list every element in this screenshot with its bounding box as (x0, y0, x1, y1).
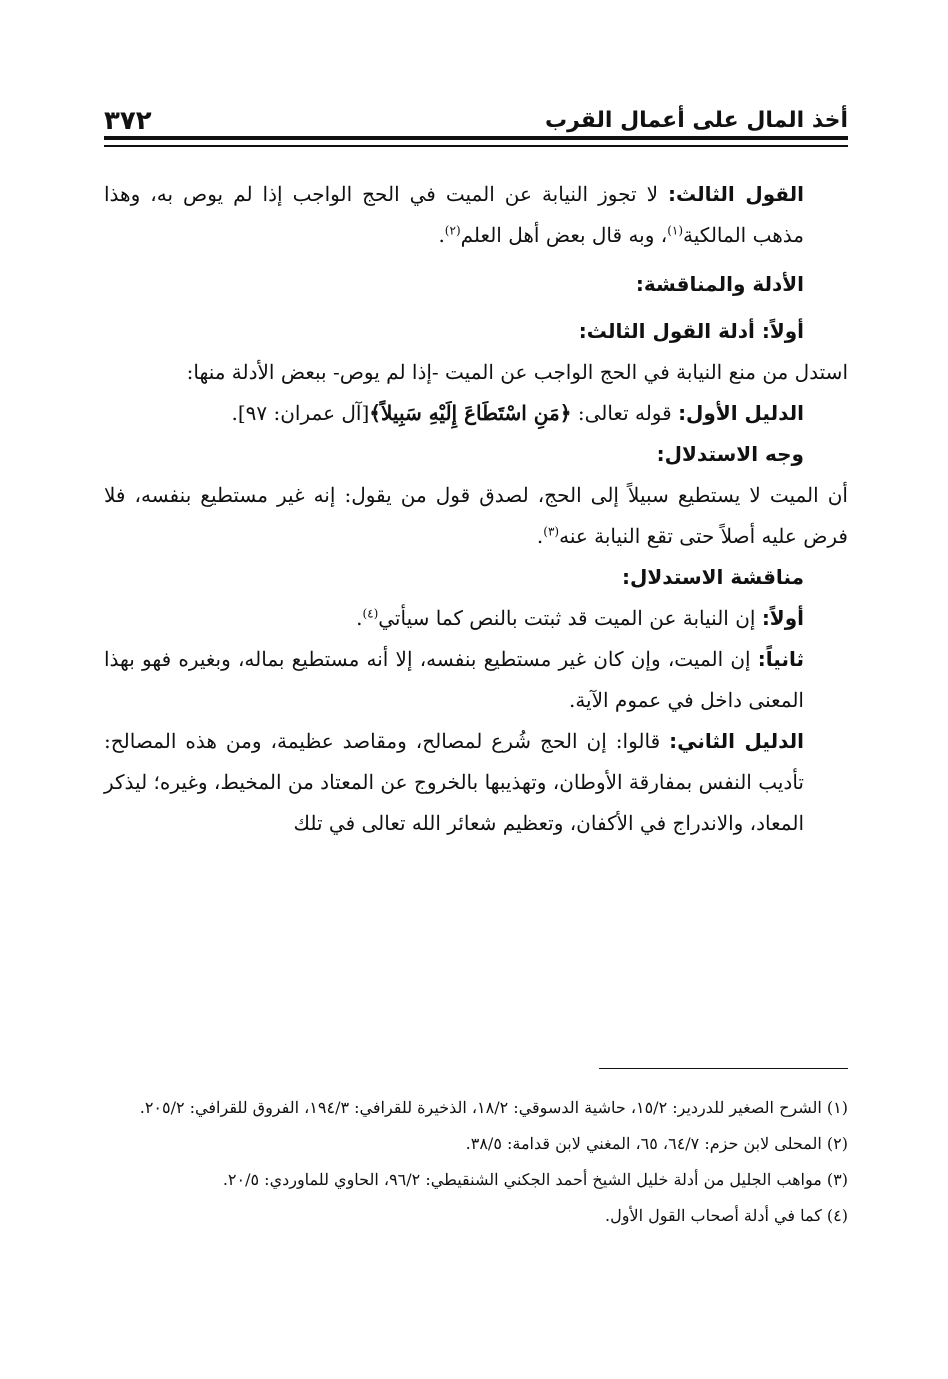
first-reply-label: أولاً: (761, 606, 804, 630)
main-text (104, 174, 848, 844)
wajh-text: أن الميت لا يستطيع سبيلاً إلى الحج، لصدق قول من يقول: إنه غير مستطيع بنفسه، فلا فرض عليه أصلاً حتى تقع النيابة عنه (104, 483, 848, 548)
quran-verse: ﴿مَنِ اسْتَطَاعَ إِلَيْهِ سَبِيلاً﴾ (369, 401, 572, 425)
first-reply-text: إن النيابة عن الميت قد ثبتت بالنص كما سيأتي (378, 606, 762, 630)
page-header (104, 92, 848, 136)
wajh-end: . (536, 524, 544, 548)
footnote-2: (٢) المحلى لابن حزم: ٦٤/٧، ٦٥، المغني لابن قدامة: ٣٨/٥. (465, 1134, 848, 1153)
munaqasha-heading: مناقشة الاستدلال: (622, 565, 804, 589)
third-opinion-label: القول الثالث: (668, 182, 804, 206)
first-reply-end: . (356, 606, 363, 630)
second-reply-text: إن الميت، وإن كان غير مستطيع بنفسه، إلا أنه مستطيع بماله، وبغيره فهو بهذا المعنى داخل في عموم الآية. (104, 647, 804, 712)
footnote-ref-1: (١) (667, 223, 684, 238)
wajh-paragraph (104, 475, 848, 557)
first-evidence-paragraph (104, 393, 848, 434)
first-evidence-label: الدليل الأول: (678, 401, 804, 425)
header-rule-thick (104, 136, 848, 140)
footnote-ref-3: (٣) (543, 524, 560, 539)
second-evidence-paragraph (104, 721, 848, 844)
first-evidence-heading: أولاً: أدلة القول الثالث: (578, 319, 804, 343)
second-reply-label: ثانياً: (757, 647, 804, 671)
page-number: ٣٧٢ (104, 106, 152, 136)
footnote-4: (٤) كما في أدلة أصحاب القول الأول. (605, 1206, 848, 1225)
second-evidence-label: الدليل الثاني: (669, 729, 804, 753)
first-evidence-pre: قوله تعالى: (571, 401, 679, 425)
third-opinion-text: لا تجوز النيابة عن الميت في الحج الواجب إذا لم يوص به، وهذا مذهب المالكية (104, 182, 804, 247)
third-opinion-mid: ، وبه قال بعض أهل العلم (460, 223, 668, 247)
footnotes (104, 1090, 848, 1234)
wajh-heading: وجه الاستدلال: (656, 442, 804, 466)
third-opinion-paragraph (104, 174, 848, 256)
footnote-3: (٣) مواهب الجليل من أدلة خليل الشيخ أحمد الجكني الشنقيطي: ٩٦/٢، الحاوي للماوردي: ٢٠/٥. (222, 1170, 848, 1189)
verse-citation: [آل عمران: ٩٧]. (231, 401, 370, 425)
intro-paragraph: استدل من منع النيابة في الحج الواجب عن الميت -إذا لم يوص- ببعض الأدلة منها: (186, 360, 848, 384)
running-title: أخذ المال على أعمال القرب (544, 108, 848, 133)
footnote-1: (١) الشرح الصغير للدردير: ١٥/٢، حاشية الدسوقي: ١٨/٢، الذخيرة للقرافي: ١٩٤/٣، الفروق للقرافي: ٢٠٥/٢. (139, 1098, 848, 1117)
first-reply-paragraph (104, 598, 848, 639)
header-rule-thin (104, 145, 848, 147)
footnote-ref-4: (٤) (362, 606, 379, 621)
evidence-heading: الأدلة والمناقشة: (635, 272, 804, 296)
third-opinion-end: . (438, 223, 445, 247)
second-reply-paragraph (104, 639, 848, 721)
second-evidence-text: قالوا: إن الحج شُرع لمصالح، ومقاصد عظيمة، ومن هذه المصالح: تأديب النفس بمفارقة الأوطان، وتهذيبها بالخروج عن المعتاد من المخيط، وغيره؛ ليذكر المعاد، والاندراج في الأكفان، وتعظيم شعائر الله تعالى في تلك (104, 729, 804, 835)
footnote-ref-2: (٢) (444, 223, 461, 238)
footnote-separator (599, 1068, 848, 1069)
